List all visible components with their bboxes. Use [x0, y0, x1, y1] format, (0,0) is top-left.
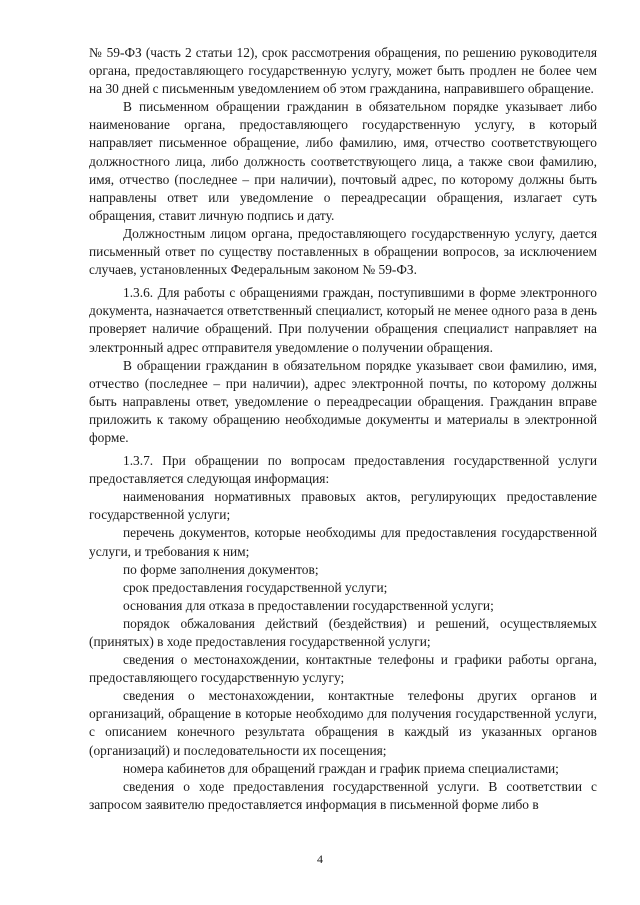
list-item: наименования нормативных правовых актов, регулирующих предоставление государственной услуги;: [89, 489, 597, 523]
list-item: порядок обжалования действий (бездействия) и решений, осуществляемых (принятых) в ходе предоставления государственной услуги;: [89, 615, 597, 649]
list-item: срок предоставления государственной услуги;: [123, 579, 388, 595]
list-item: основания для отказа в предоставлении государственной услуги;: [123, 597, 494, 613]
paragraph-official-response: Должностным лицом органа, предоставляющего государственную услугу, дается письменный ответ по существу поставленных в обращении вопросов, за исключением случаев, установленных Федеральным законом № 59-ФЗ.: [89, 225, 597, 278]
list-item: сведения о местонахождении, контактные телефоны других органов и организаций, обращение в которые необходимо для получения государственной услуги, с описанием конечного результата обращения в каждый из указанных органов (организаций) и последовательности их посещения;: [89, 688, 597, 758]
paragraph-1-3-6: 1.3.6. Для работы с обращениями граждан, поступившими в форме электронного документа, назначается ответственный специалист, который не менее одного раза в день проверяет наличие обращений. При получении обращения специалист направляет на электронный адрес отправителя уведомление о получении обращения.: [89, 285, 597, 355]
document-body: [89, 44, 597, 814]
list-item: перечень документов, которые необходимы для предоставления государственной услуги, и требования к ним;: [89, 525, 597, 559]
paragraph-1-3-7: 1.3.7. При обращении по вопросам предоставления государственной услуги предоставляется следующая информация:: [89, 453, 597, 487]
page-number: 4: [317, 852, 323, 866]
list-item: по форме заполнения документов;: [123, 561, 319, 577]
list-item: номера кабинетов для обращений граждан и график приема специалистами;: [123, 760, 559, 776]
paragraph-written-appeal: В письменном обращении гражданин в обязательном порядке указывает либо наименование органа, предоставляющего государственную услугу, в который направляет письменное обращение, либо фамилию, имя, отчество соответствующего должностного лица, либо должность соответствующего лица, а также свои фамилию, имя, отчество (последнее – при наличии), почтовый адрес, по которому должны быть направлены ответ или уведомление о переадресации обращения, излагает суть обращения, ставит личную подпись и дату.: [89, 99, 597, 223]
paragraph-continuation: № 59-ФЗ (часть 2 статьи 12), срок рассмотрения обращения, по решению руководителя органа, предоставляющего государственную услугу, может быть продлен не более чем на 30 дней с письменным уведомлением об этом гражданина, направившего обращение.: [89, 45, 597, 97]
paragraph-electronic-appeal: В обращении гражданин в обязательном порядке указывает свои фамилию, имя, отчество (последнее – при наличии), адрес электронной почты, по которому должны быть направлены ответ, уведомление о переадресации обращения. Гражданин вправе приложить к такому обращению необходимые документы и материалы в электронной форме.: [89, 357, 597, 445]
list-item: сведения о местонахождении, контактные телефоны и графики работы органа, предоставляющего государственную услугу;: [89, 652, 597, 686]
list-item: сведения о ходе предоставления государственной услуги. В соответствии с запросом заявителю предоставляется информация в письменной форме либо в: [89, 778, 597, 812]
